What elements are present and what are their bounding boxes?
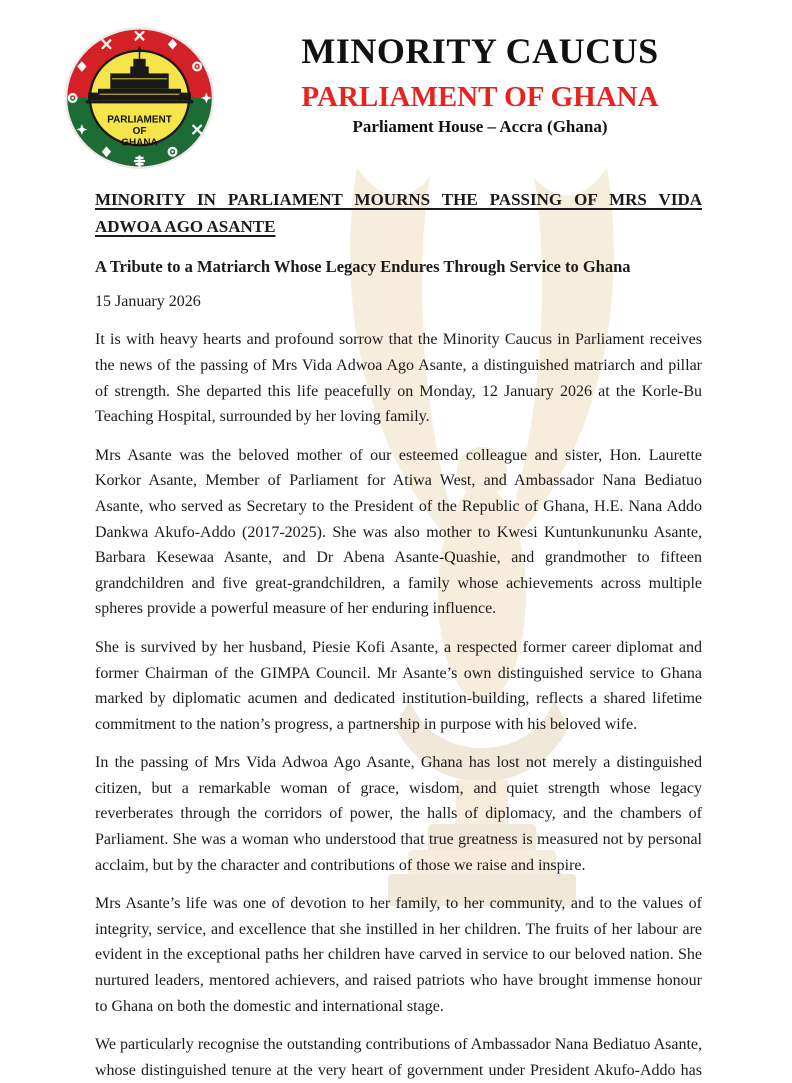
logo-label-line1: PARLIAMENT — [107, 114, 172, 126]
letterhead — [0, 0, 792, 178]
document-title: MINORITY IN PARLIAMENT MOURNS THE PASSING OF MRS VIDA ADWOA AGO ASANTE — [95, 190, 702, 237]
letterhead-titles — [228, 30, 732, 137]
document-subtitle: A Tribute to a Matriarch Whose Legacy Endures Through Service to Ghana — [95, 257, 631, 277]
address-line: Parliament House – Accra (Ghana) — [352, 117, 608, 136]
logo-label-line2: OF — [132, 126, 147, 138]
paragraph-1: It is with heavy hearts and profound sorrow that the Minority Caucus in Parliament receives the news of the passing of Mrs Vida Adwoa Ago Asante, a distinguished matriarch and pillar of strength. She departed this life peacefully on Monday, 12 January 2026 at the Korle-Bu Teaching Hospital, surrounded by her loving family. — [95, 331, 702, 426]
paragraph-3: She is survived by her husband, Piesie Kofi Asante, a respected former career diplomat and former Chairman of the GIMPA Council. Mr Asante’s own distinguished service to Ghana marked by diplomatic acumen and dedicated institution-building, reflects a shared lifetime commitment to the nation’s progress, a partnership in purpose with his beloved wife. — [95, 638, 702, 733]
press-release-body — [95, 186, 702, 1083]
institution-title: PARLIAMENT OF GHANA — [301, 81, 659, 113]
paragraph-6-continued: We particularly recognise the outstanding contributions of Ambassador Nana Bediatuo Asante, whose distinguished tenure at the very heart of government under President Akufo-Addo has — [95, 1036, 702, 1079]
paragraph-5: Mrs Asante’s life was one of devotion to her family, to her community, and to the values of integrity, service, and excellence that she instilled in her children. The fruits of her labour are evident in the exceptional paths her children have carved in service to our beloved nation. She nurtured leaders, mentored achievers, and raised patriots who have brought immense honour to Ghana on both the domestic and international stage. — [95, 895, 702, 1015]
paragraph-2: Mrs Asante was the beloved mother of our esteemed colleague and sister, Hon. Laurette Korkor Asante, Member of Parliament for Atiwa West, and Ambassador Nana Bediatuo Asante, who served as Secretary to the President of the Republic of Ghana, H.E. Nana Addo Dankwa Akufo-Addo (2017-2025). She was also mother to Kwesi Kuntunkununku Asante, Barbara Kesewaa Asante, and Dr Abena Asante-Quashie, and grandmother to fifteen grandchildren and five great-grandchildren, a family whose achievements across multiple spheres provide a powerful measure of her enduring influence. — [95, 446, 702, 618]
caucus-title: MINORITY CAUCUS — [301, 31, 659, 71]
paragraph-4: In the passing of Mrs Vida Adwoa Ago Asante, Ghana has lost not merely a distinguished citizen, but a remarkable woman of grace, wisdom, and quiet strength whose legacy reverberates through the corridors of power, the halls of diplomacy, and the chambers of Parliament. She was a woman who understood that true greatness is measured not by personal acclaim, but by the character and contributions of those we raise and inspire. — [95, 754, 702, 874]
document-date: 15 January 2026 — [95, 293, 201, 311]
logo-label-line3: GHANA — [121, 137, 158, 149]
parliament-of-ghana-logo — [62, 25, 217, 171]
